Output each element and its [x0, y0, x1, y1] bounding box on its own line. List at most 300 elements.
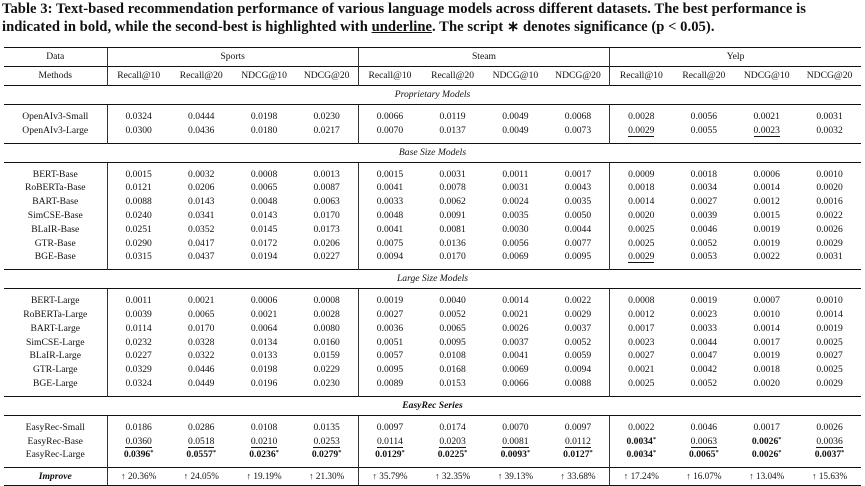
- metric-value: 0.0253: [313, 435, 340, 447]
- metric-cell: [735, 435, 798, 449]
- metric-value: 0.0018: [753, 364, 780, 376]
- metric-value: 0.0027: [376, 308, 404, 320]
- metric-value: 0.0135: [313, 421, 340, 433]
- metric-cell: [798, 377, 861, 391]
- metric-cell: [798, 250, 861, 264]
- metric-cell: [170, 363, 233, 377]
- metric-value: 0.0019: [376, 295, 404, 307]
- metric-value: 0.0026: [751, 449, 779, 461]
- section-title: Proprietary Models: [4, 86, 861, 105]
- metric-value: 0.0008: [250, 168, 278, 180]
- metric-value: 0.0203: [439, 435, 466, 447]
- improve-value: 20.36%: [127, 471, 157, 482]
- method-name: BLaIR-Large: [29, 350, 81, 362]
- metric-value: 0.0088: [125, 196, 152, 208]
- metric-value: 0.0143: [250, 209, 278, 221]
- metric-value: 0.0173: [313, 223, 340, 235]
- metric-value: 0.0014: [753, 322, 780, 334]
- metric-cell: [233, 336, 296, 350]
- metric-value: 0.0170: [188, 322, 215, 334]
- method-name: EasyRec-Base: [27, 435, 83, 447]
- metric-value: 0.0059: [564, 350, 592, 362]
- metric-cell: [798, 336, 861, 350]
- metric-value: 0.0015: [376, 168, 404, 180]
- metric-cell: [484, 349, 547, 363]
- up-arrow-icon: ↑: [686, 471, 691, 482]
- metric-cell: [610, 209, 673, 223]
- metric-value: 0.0048: [376, 209, 404, 221]
- metric-value: 0.0094: [564, 364, 592, 376]
- metric-cell: [295, 181, 358, 195]
- metric-value: 0.0021: [188, 295, 215, 307]
- metric-value: 0.0019: [753, 237, 780, 249]
- metric-cell: [358, 195, 421, 209]
- metric-value: 0.0049: [502, 124, 529, 136]
- metric-cell: [547, 435, 610, 449]
- method-name: GTR-Large: [32, 364, 78, 376]
- metric-cell: [672, 195, 735, 209]
- metric-cell: [107, 168, 170, 182]
- metric-value: 0.0225: [437, 449, 465, 461]
- metric-cell: [610, 294, 673, 308]
- metric-cell: [295, 124, 358, 138]
- metric-cell: [484, 322, 547, 336]
- metric-value: 0.0052: [564, 336, 592, 348]
- metric-cell: [484, 168, 547, 182]
- metric-header-sports-ndcg-at-20: NDCG@20: [295, 67, 358, 86]
- metric-value: 0.0029: [628, 251, 655, 263]
- metric-cell: [672, 322, 735, 336]
- metric-value: 0.0444: [188, 111, 215, 122]
- metric-cell: [170, 336, 233, 350]
- metric-cell: [107, 124, 170, 138]
- metric-value: 0.0032: [816, 124, 843, 136]
- metric-cell: [170, 322, 233, 336]
- metric-cell: [798, 195, 861, 209]
- metric-cell: [421, 237, 484, 251]
- significance-mark: *: [589, 449, 593, 457]
- metric-value: 0.0027: [628, 350, 655, 362]
- metric-cell: [798, 223, 861, 237]
- metric-value: 0.0029: [564, 308, 592, 320]
- metric-cell: [358, 448, 421, 462]
- metric-cell: [672, 209, 735, 223]
- metric-value: 0.0057: [376, 350, 404, 362]
- section-header-row: [4, 143, 861, 162]
- metric-value: 0.0097: [376, 421, 404, 433]
- metric-value: 0.0065: [439, 322, 466, 334]
- metric-cell: [798, 435, 861, 449]
- table-row: [4, 168, 861, 182]
- method-name: GTR-Base: [34, 237, 76, 249]
- metric-cell: [421, 195, 484, 209]
- metric-cell: [798, 349, 861, 363]
- metric-cell: [107, 237, 170, 251]
- metric-value: 0.0232: [125, 336, 152, 348]
- metric-value: 0.0012: [753, 196, 780, 208]
- significance-mark: *: [526, 449, 531, 457]
- metric-cell: [735, 336, 798, 350]
- method-name: BGE-Base: [34, 251, 76, 263]
- metric-cell: [358, 181, 421, 195]
- metric-cell: [672, 250, 735, 264]
- metric-cell: [170, 181, 233, 195]
- metric-value: 0.0008: [313, 295, 340, 307]
- metric-cell: [484, 181, 547, 195]
- metric-cell: [484, 448, 547, 462]
- metric-value: 0.0341: [188, 209, 215, 221]
- metric-cell: [295, 209, 358, 223]
- metric-cell: [358, 363, 421, 377]
- metric-value: 0.0095: [564, 251, 592, 263]
- data-label: Data: [4, 48, 107, 67]
- metric-cell: [358, 209, 421, 223]
- metric-value: 0.0112: [564, 435, 591, 447]
- metric-value: 0.0018: [690, 168, 718, 180]
- metric-value: 0.0029: [628, 124, 655, 136]
- metric-value: 0.0036: [816, 435, 843, 447]
- metric-value: 0.0019: [753, 223, 780, 235]
- metric-value: 0.0035: [564, 196, 592, 208]
- improve-value: 24.05%: [190, 471, 219, 482]
- metric-value: 0.0170: [313, 209, 340, 221]
- metric-value: 0.0121: [125, 182, 152, 194]
- metric-cell: [610, 223, 673, 237]
- metric-value: 0.0417: [188, 237, 215, 249]
- metric-value: 0.0066: [376, 111, 404, 122]
- metric-value: 0.0206: [313, 237, 340, 249]
- metric-value: 0.0015: [753, 209, 780, 221]
- metric-cell: [170, 294, 233, 308]
- metric-cell: [421, 448, 484, 462]
- metric-value: 0.0026: [502, 322, 529, 334]
- metric-value: 0.0024: [502, 196, 529, 208]
- metric-cell: [735, 223, 798, 237]
- metric-value: 0.0518: [188, 435, 215, 447]
- metric-value: 0.0006: [753, 168, 780, 180]
- table-caption: [2, 1, 863, 36]
- significance-mark: *: [778, 435, 782, 443]
- metric-value: 0.0044: [564, 223, 592, 235]
- up-arrow-icon: ↑: [811, 471, 817, 482]
- metric-value: 0.0050: [564, 209, 592, 221]
- significance-mark: *: [652, 435, 657, 443]
- metric-value: 0.0077: [564, 237, 592, 249]
- metric-cell: [421, 168, 484, 182]
- metric-cell: [233, 223, 296, 237]
- table-row: [4, 209, 861, 223]
- metric-cell: [107, 223, 170, 237]
- up-arrow-icon: ↑: [246, 471, 252, 482]
- metric-cell: [421, 308, 484, 322]
- metric-cell: [798, 308, 861, 322]
- metric-cell: [233, 308, 296, 322]
- metric-value: 0.0094: [376, 251, 404, 263]
- metric-cell: [295, 308, 358, 322]
- metric-value: 0.0136: [439, 237, 466, 249]
- metric-value: 0.0017: [564, 168, 592, 180]
- metric-cell: [484, 336, 547, 350]
- metric-value: 0.0034: [690, 182, 718, 194]
- improve-value: 13.04%: [755, 471, 785, 482]
- metric-header-yelp-recall-at-10: Recall@10: [610, 67, 673, 86]
- metric-cell: [547, 124, 610, 138]
- improve-value: 35.79%: [379, 471, 408, 482]
- metric-value: 0.0022: [816, 209, 843, 221]
- metric-value: 0.0095: [439, 336, 466, 348]
- metric-value: 0.0035: [502, 209, 529, 221]
- metric-cell: [798, 110, 861, 124]
- up-arrow-icon: ↑: [183, 471, 189, 482]
- metric-cell: [170, 435, 233, 449]
- metric-cell: [107, 363, 170, 377]
- metric-cell: [421, 110, 484, 124]
- metric-cell: [107, 349, 170, 363]
- section-title: Large Size Models: [4, 270, 861, 289]
- metric-value: 0.0063: [313, 196, 340, 208]
- section-header-row: [4, 396, 861, 415]
- metric-header-steam-ndcg-at-10: NDCG@10: [484, 67, 547, 86]
- metric-cell: [421, 209, 484, 223]
- metric-cell: [484, 223, 547, 237]
- metric-cell: [233, 250, 296, 264]
- metric-cell: [295, 421, 358, 435]
- metric-value: 0.0078: [439, 182, 466, 194]
- metric-value: 0.0019: [753, 350, 780, 362]
- metric-value: 0.0145: [250, 223, 278, 235]
- up-arrow-icon: ↑: [497, 471, 503, 482]
- section-title: EasyRec Series: [4, 396, 861, 415]
- metric-cell: [295, 195, 358, 209]
- metric-value: 0.0033: [690, 322, 718, 334]
- metric-cell: [484, 308, 547, 322]
- metric-value: 0.0075: [376, 237, 404, 249]
- metric-value: 0.0017: [628, 322, 655, 334]
- metric-value: 0.0236: [249, 449, 276, 461]
- metric-cell: [421, 322, 484, 336]
- metric-cell: [295, 322, 358, 336]
- metric-cell: [547, 377, 610, 391]
- metric-cell: [295, 294, 358, 308]
- metric-cell: [610, 435, 673, 449]
- metric-value: 0.0012: [628, 308, 655, 320]
- metric-value: 0.0127: [563, 449, 590, 461]
- metric-cell: [547, 110, 610, 124]
- metric-value: 0.0186: [125, 421, 152, 433]
- metric-cell: [484, 377, 547, 391]
- metric-value: 0.0037: [564, 322, 592, 334]
- metric-value: 0.0010: [816, 168, 843, 180]
- metric-cell: [798, 363, 861, 377]
- method-name: BERT-Base: [32, 168, 78, 180]
- metric-cell: [484, 237, 547, 251]
- metric-cell: [610, 168, 673, 182]
- metric-cell: [421, 294, 484, 308]
- metric-value: 0.0023: [753, 124, 780, 136]
- metric-value: 0.0069: [502, 364, 529, 376]
- metric-value: 0.0028: [313, 308, 340, 320]
- metric-cell: [107, 308, 170, 322]
- metric-cell: [484, 421, 547, 435]
- metric-cell: [170, 421, 233, 435]
- metric-cell: [170, 195, 233, 209]
- metric-cell: [735, 168, 798, 182]
- up-arrow-icon: ↑: [121, 471, 126, 482]
- metric-cell: [610, 322, 673, 336]
- method-name: SimCSE-Base: [27, 209, 83, 221]
- metric-cell: [610, 377, 673, 391]
- table-row: [4, 294, 861, 308]
- metric-value: 0.0324: [125, 377, 152, 389]
- up-arrow-icon: ↑: [309, 471, 314, 482]
- metric-value: 0.0073: [564, 124, 592, 136]
- metric-value: 0.0137: [439, 124, 466, 136]
- metric-cell: [233, 124, 296, 138]
- table-row: [4, 349, 861, 363]
- metric-cell: [295, 448, 358, 462]
- metric-value: 0.0114: [125, 322, 152, 334]
- table-row: [4, 435, 861, 449]
- metric-value: 0.0210: [250, 435, 278, 447]
- metric-value: 0.0025: [628, 223, 655, 235]
- method-name: BART-Base: [32, 196, 79, 208]
- metric-value: 0.0046: [690, 223, 718, 235]
- method-name: BLaIR-Base: [31, 223, 80, 235]
- metric-value: 0.0007: [753, 295, 780, 307]
- metric-value: 0.0019: [816, 322, 843, 334]
- metric-cell: [421, 421, 484, 435]
- metric-cell: [798, 168, 861, 182]
- metric-value: 0.0010: [816, 295, 843, 307]
- section-title: Base Size Models: [4, 143, 861, 162]
- significance-mark: *: [652, 449, 657, 457]
- metric-cell: [798, 124, 861, 138]
- metric-value: 0.0037: [502, 336, 529, 348]
- metric-value: 0.0023: [628, 336, 655, 348]
- metric-value: 0.0315: [125, 251, 152, 263]
- metric-value: 0.0322: [188, 350, 215, 362]
- metric-cell: [170, 237, 233, 251]
- metric-value: 0.0055: [690, 124, 718, 136]
- metric-value: 0.0020: [753, 377, 780, 389]
- metric-cell: [170, 124, 233, 138]
- metric-value: 0.0070: [502, 421, 529, 433]
- metric-header-steam-ndcg-at-20: NDCG@20: [547, 67, 610, 86]
- metric-cell: [170, 377, 233, 391]
- metric-value: 0.0048: [250, 196, 278, 208]
- metric-value: 0.0020: [816, 182, 843, 194]
- metric-cell: [610, 124, 673, 138]
- metric-value: 0.0008: [628, 295, 655, 307]
- metric-cell: [484, 124, 547, 138]
- metric-value: 0.0014: [753, 182, 780, 194]
- metric-value: 0.0036: [376, 322, 404, 334]
- metric-value: 0.0056: [690, 111, 718, 122]
- improve-value: 17.24%: [630, 471, 659, 482]
- metric-value: 0.0251: [125, 223, 152, 235]
- metric-value: 0.0006: [250, 295, 278, 307]
- metric-cell: [421, 124, 484, 138]
- dataset-header-sports: Sports: [107, 48, 358, 67]
- metric-value: 0.0039: [125, 308, 152, 320]
- metric-value: 0.0168: [439, 364, 466, 376]
- metric-cell: [610, 181, 673, 195]
- metric-cell: [358, 168, 421, 182]
- metric-cell: [484, 435, 547, 449]
- metric-cell: [107, 195, 170, 209]
- metric-cell: [735, 181, 798, 195]
- metric-value: 0.0088: [564, 377, 592, 389]
- table-row: [4, 250, 861, 264]
- table-row: [4, 377, 861, 391]
- metric-value: 0.0065: [250, 182, 278, 194]
- metric-cell: [610, 110, 673, 124]
- metric-value: 0.0056: [502, 237, 529, 249]
- results-table-body: [4, 48, 861, 486]
- metric-cell: [295, 363, 358, 377]
- metric-value: 0.0081: [439, 223, 466, 235]
- metric-cell: [798, 322, 861, 336]
- metric-cell: [735, 124, 798, 138]
- metric-value: 0.0229: [313, 364, 340, 376]
- metric-value: 0.0119: [439, 111, 466, 122]
- table-row: [4, 448, 861, 462]
- metric-cell: [107, 294, 170, 308]
- metric-value: 0.0108: [439, 350, 466, 362]
- metric-cell: [547, 349, 610, 363]
- metric-cell: [547, 223, 610, 237]
- metric-value: 0.0047: [690, 350, 718, 362]
- metric-value: 0.0052: [690, 237, 718, 249]
- metric-value: 0.0065: [188, 308, 215, 320]
- metric-cell: [672, 349, 735, 363]
- metric-cell: [672, 363, 735, 377]
- caption-part2: . The script ∗ denotes significance (p < 0.05).: [432, 18, 715, 35]
- metric-value: 0.0286: [188, 421, 215, 433]
- metric-cell: [233, 349, 296, 363]
- metric-value: 0.0153: [439, 377, 466, 389]
- metric-value: 0.0027: [690, 196, 718, 208]
- metric-value: 0.0196: [250, 377, 278, 389]
- metric-value: 0.0449: [188, 377, 215, 389]
- metric-value: 0.0437: [188, 251, 215, 263]
- metric-value: 0.0022: [564, 295, 592, 307]
- metric-value: 0.0025: [816, 364, 843, 376]
- metric-value: 0.0046: [690, 421, 718, 433]
- metric-value: 0.0011: [502, 168, 529, 180]
- significance-mark: *: [275, 449, 279, 457]
- metric-cell: [547, 336, 610, 350]
- metric-cell: [610, 421, 673, 435]
- significance-mark: *: [401, 449, 405, 457]
- up-arrow-icon: ↑: [434, 471, 440, 482]
- metric-value: 0.0360: [125, 435, 152, 447]
- metric-value: 0.0300: [125, 124, 152, 136]
- metric-value: 0.0446: [188, 364, 215, 376]
- metric-cell: [610, 195, 673, 209]
- metric-cell: [358, 250, 421, 264]
- metric-value: 0.0198: [250, 111, 278, 122]
- metric-cell: [672, 308, 735, 322]
- metric-value: 0.0051: [376, 336, 404, 348]
- metric-cell: [735, 209, 798, 223]
- metric-cell: [798, 448, 861, 462]
- metric-cell: [358, 124, 421, 138]
- metric-value: 0.0172: [250, 237, 278, 249]
- table-row: [4, 336, 861, 350]
- metric-cell: [610, 250, 673, 264]
- metric-cell: [107, 377, 170, 391]
